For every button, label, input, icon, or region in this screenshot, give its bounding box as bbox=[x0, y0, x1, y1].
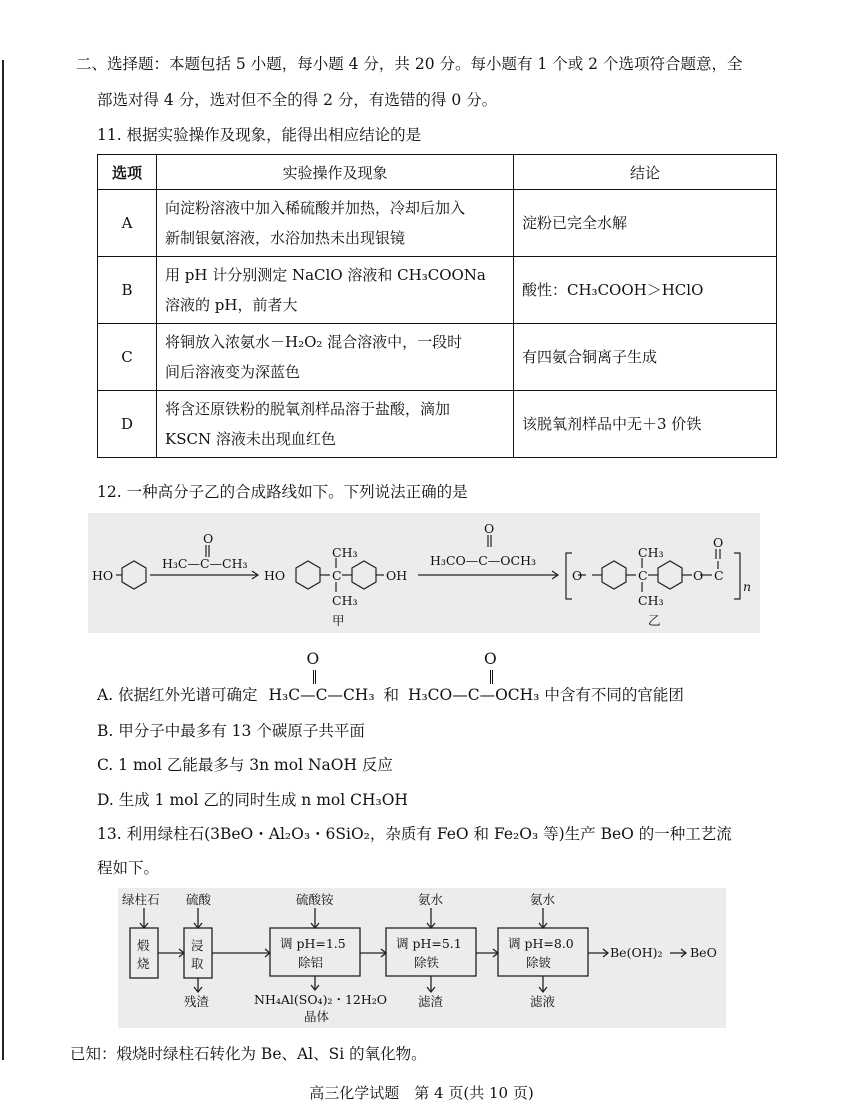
box-leach-label-2: 取 bbox=[191, 956, 204, 971]
label-ch3: CH₃ bbox=[332, 593, 358, 608]
table-row bbox=[98, 257, 777, 324]
box-remove-al-label-2: 除铝 bbox=[298, 955, 324, 970]
row-label: D bbox=[98, 391, 157, 458]
box-leach-label-1: 浸 bbox=[191, 938, 204, 953]
q13-stem-line2: 程如下。 bbox=[97, 859, 160, 877]
left-margin-rule bbox=[2, 60, 4, 1060]
section-heading-line1: 二、选择题：本题包括 5 小题，每小题 4 分，共 20 分。每小题有 1 个或 2 个选项符合题意，全 bbox=[76, 55, 743, 73]
row-operation: 将铜放入浓氨水－H₂O₂ 混合溶液中，一段时 间后溶液变为深蓝色 bbox=[157, 324, 514, 391]
benzene-ring-polymer-right bbox=[658, 561, 682, 589]
table-header-row bbox=[98, 155, 777, 190]
row-conclusion: 酸性：CH₃COOH＞HClO bbox=[514, 257, 777, 324]
q13-note: 已知：煅烧时绿柱石转化为 Be、Al、Si 的氧化物。 bbox=[70, 1045, 427, 1063]
product-beoh2: Be(OH)₂ bbox=[610, 945, 663, 960]
label-yi: 乙 bbox=[648, 613, 661, 628]
row-label: A bbox=[98, 190, 157, 257]
q12-option-a: A. 依据红外光谱可确定 O H₃C—C—CH₃ 和 O H₃CO—C—OCH₃ 中含有不同的官能团 bbox=[97, 650, 684, 704]
header-option: 选项 bbox=[98, 155, 157, 190]
label-o-carbonate: O bbox=[484, 521, 495, 536]
carbonyl-o-carbonate: O bbox=[483, 650, 497, 668]
row-operation: 将含还原铁粉的脱氧剂样品溶于盐酸，滴加 KSCN 溶液未出现血红色 bbox=[157, 391, 514, 458]
product-beo: BeO bbox=[690, 945, 717, 960]
q12-option-b: B. 甲分子中最多有 13 个碳原子共平面 bbox=[97, 722, 365, 740]
row-label: C bbox=[98, 324, 157, 391]
table-row bbox=[98, 391, 777, 458]
output-filtrate: 滤液 bbox=[530, 994, 556, 1009]
page-footer: 高三化学试题 第 4 页(共 10 页) bbox=[309, 1084, 534, 1102]
benzene-ring-right bbox=[352, 561, 376, 589]
input-ammonium-sulfate: 硫酸铵 bbox=[296, 892, 334, 907]
benzene-ring-polymer-left bbox=[602, 561, 626, 589]
synthesis-route-scheme bbox=[88, 513, 760, 633]
table-row bbox=[98, 324, 777, 391]
reagent-acetone: H₃C—C—CH₃ bbox=[162, 556, 248, 571]
benzene-ring-left bbox=[296, 561, 320, 589]
output-residue: 残渣 bbox=[184, 994, 210, 1009]
q12-stem: 12. 一种高分子乙的合成路线如下。下列说法正确的是 bbox=[97, 483, 468, 501]
label-c: C bbox=[638, 568, 648, 583]
box-remove-fe-label-1: 调 pH=5.1 bbox=[396, 936, 462, 951]
header-operation: 实验操作及现象 bbox=[157, 155, 514, 190]
box-remove-be-label-2: 除铍 bbox=[526, 955, 552, 970]
label-ch3: CH₃ bbox=[332, 545, 358, 560]
carbonyl-o-acetone: O bbox=[306, 650, 320, 668]
label-o-carbonyl: O bbox=[713, 535, 724, 550]
label-o-link: O bbox=[572, 568, 583, 583]
box-calcine-label-1: 煅 bbox=[137, 938, 150, 953]
input-sulfuric-acid: 硫酸 bbox=[186, 892, 212, 907]
q12-option-d: D. 生成 1 mol 乙的同时生成 n mol CH₃OH bbox=[97, 791, 408, 809]
q11-options-table bbox=[97, 154, 777, 458]
input-ammonia-2: 氨水 bbox=[530, 892, 556, 907]
row-conclusion: 淀粉已完全水解 bbox=[514, 190, 777, 257]
dimethyl-carbonate-formula: H₃CO—C—OCH₃ bbox=[407, 686, 540, 704]
box-remove-fe-label-2: 除铁 bbox=[414, 955, 440, 970]
output-filter-residue: 滤渣 bbox=[418, 994, 444, 1009]
double-bond bbox=[490, 670, 493, 684]
row-operation: 用 pH 计分别测定 NaClO 溶液和 CH₃COONa 溶液的 pH，前者大 bbox=[157, 257, 514, 324]
output-alum: NH₄Al(SO₄)₂・12H₂O bbox=[254, 992, 388, 1007]
row-operation: 向淀粉溶液中加入稀硫酸并加热，冷却后加入 新制银氨溶液，水浴加热未出现银镜 bbox=[157, 190, 514, 257]
label-c: C bbox=[332, 568, 342, 583]
q13-stem-line1: 13. 利用绿柱石(3BeO・Al₂O₃・6SiO₂，杂质有 FeO 和 Fe₂O₃ 等)生产 BeO 的一种工艺流 bbox=[97, 825, 732, 843]
label-o-link: O bbox=[693, 568, 704, 583]
box-calcine-label-2: 烧 bbox=[137, 956, 150, 971]
input-ammonia-1: 氨水 bbox=[418, 892, 444, 907]
label-c: C bbox=[714, 568, 724, 583]
label-ch3: CH₃ bbox=[638, 593, 664, 608]
table-row bbox=[98, 190, 777, 257]
q12-option-c: C. 1 mol 乙能最多与 3n mol NaOH 反应 bbox=[97, 756, 393, 774]
acetone-formula: H₃C—C—CH₃ bbox=[268, 686, 375, 704]
benzene-ring-phenol bbox=[122, 561, 146, 589]
row-label: B bbox=[98, 257, 157, 324]
box-remove-al-label-1: 调 pH=1.5 bbox=[280, 936, 346, 951]
label-o-acetone: O bbox=[203, 531, 214, 546]
process-flow-diagram bbox=[118, 888, 726, 1028]
header-conclusion: 结论 bbox=[514, 155, 777, 190]
output-crystal: 晶体 bbox=[304, 1009, 330, 1024]
row-conclusion: 该脱氧剂样品中无＋3 价铁 bbox=[514, 391, 777, 458]
label-ho: HO bbox=[92, 568, 114, 583]
reagent-dimethyl-carbonate: H₃CO—C—OCH₃ bbox=[430, 553, 537, 568]
row-conclusion: 有四氨合铜离子生成 bbox=[514, 324, 777, 391]
label-ch3: CH₃ bbox=[638, 545, 664, 560]
box-remove-be-label-1: 调 pH=8.0 bbox=[508, 936, 574, 951]
label-n: n bbox=[743, 579, 752, 594]
double-bond bbox=[313, 670, 316, 684]
input-beryl: 绿柱石 bbox=[122, 892, 160, 907]
label-jia: 甲 bbox=[332, 613, 345, 628]
label-oh: OH bbox=[386, 568, 408, 583]
label-ho: HO bbox=[264, 568, 286, 583]
q11-stem: 11. 根据实验操作及现象，能得出相应结论的是 bbox=[97, 126, 422, 144]
section-heading-line2: 部选对得 4 分，选对但不全的得 2 分，有选错的得 0 分。 bbox=[97, 91, 498, 109]
